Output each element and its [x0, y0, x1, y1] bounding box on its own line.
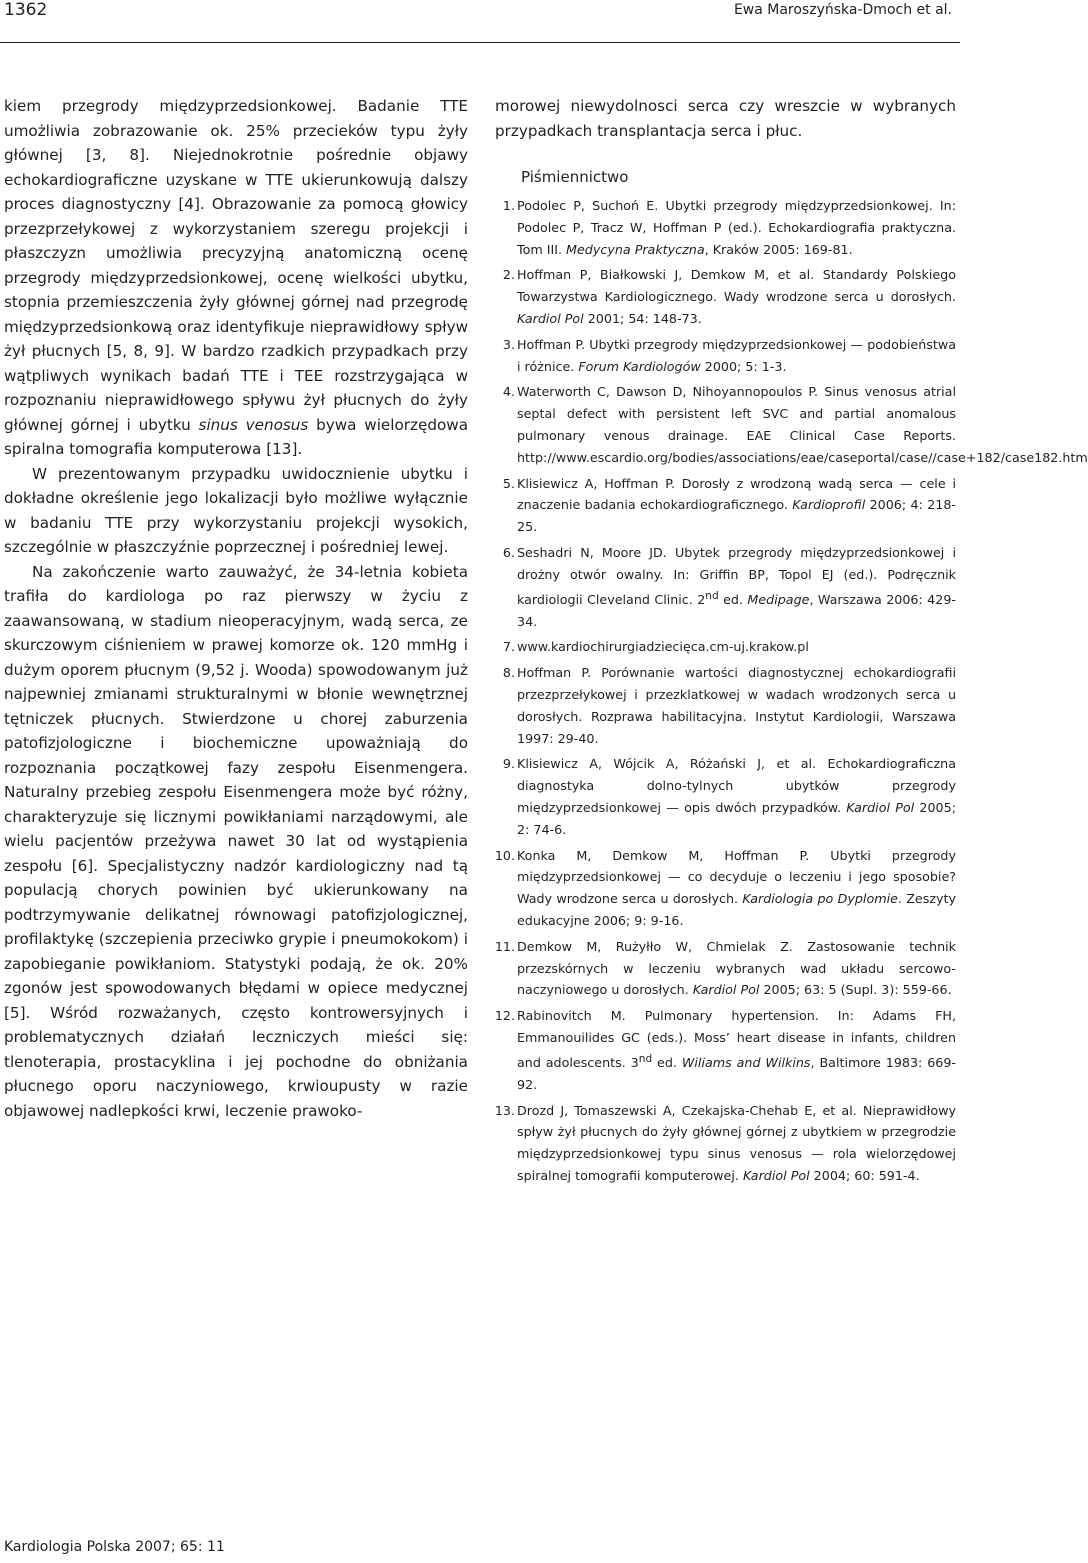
reference-journal: Kardiol Pol: [692, 982, 760, 998]
reference-number: 8.: [502, 665, 515, 681]
reference-text: . Zeszyty edukacyjne 2006; 9: 9-16.: [517, 891, 956, 928]
reference-number: 11.: [494, 938, 515, 954]
reference-item: [495, 195, 956, 260]
reference-text: 2001; 54: 148-73.: [583, 310, 702, 326]
reference-text: Hoffman P. Porównanie wartości diagnostycznej echokardiografii przezprzełykowej i przezklatkowej w wadach wrodzonych serca u dorosłych. Rozprawa habilitacyjna. Instytut Kardiologii, Warszawa 1997: 29-40.: [517, 665, 956, 746]
reference-item: [495, 753, 956, 840]
reference-text: Drozd J, Tomaszewski A, Czekajska-Chehab E, et al. Nieprawidłowy spływ żył płucnych do żyły głównej górnej z ubytkiem w przegrodzie międzyprzedsionkowej typu sinus venosus — rola wielorzędowej spiralnej tomografii komputerowej.: [517, 1102, 956, 1183]
reference-text: Hoffman P. Ubytki przegrody międzyprzedsionkowej — podobieństwa i różnice.: [517, 336, 956, 374]
running-head-authors: Ewa Maroszyńska-Dmoch et al.: [733, 2, 952, 18]
reference-journal: Kardiol Pol: [846, 799, 915, 815]
reference-journal: Medycyna Praktyczna: [566, 241, 705, 257]
reference-number: 12.: [494, 1008, 515, 1024]
reference-item: [495, 264, 956, 329]
reference-text: 2004; 60: 591-4.: [809, 1167, 920, 1183]
reference-number: 13.: [494, 1102, 515, 1118]
reference-journal: Wiliams and Wilkins: [681, 1054, 811, 1070]
reference-item: [495, 473, 956, 538]
reference-text: 2000; 5: 1-3.: [700, 358, 787, 374]
body-paragraph: Na zakończenie warto zauważyć, że 34-letnia kobieta trafiła do kardiologa po raz pierwszy w życiu z zaawansowaną, w stadium nieoperacyjnym, wadą serca, ze skurczowym ciśnieniem w prawej komorze ok. 120 mmHg i dużym oporem płucnym (9,52 j. Wooda) spowodowanym już najpewniej zmianami strukturalnymi w błonie wewnętrznej tętniczek płucnych. Stwierdzone u chorej zaburzenia patofizjologiczne i biochemiczne upoważniają do rozpoznania początkowej fazy zespołu Eisenmengera. Naturalny przebieg zespołu Eisenmengera może być różny, charakteryzuje się licznymi powikłaniami narządowymi, ale wielu pacjentów przeżywa nawet 30 lat od wystąpienia zespołu [6]. Specjalistyczny nadzór kardiologiczny nad tą populacją chorych powinien być ukierunkowany na podtrzymywanie delikatnej równowagi patofizjologicznej, profilaktykę (szczepienia przeciwko grypie i pneumokokom) i zapobieganie powikłaniom. Statystyki podają, że ok. 20% zgonów jest spowodowanych błędami w opiece medycznej [5]. Wśród rozważanych, często kontrowersyjnych i problematycznych działań leczniczych mieści się: tlenoterapia, prostacyklina i jej pochodne do obniżania płucnego oporu naczyniowego, krwioupusty w razie objawowej nadlepkości krwi, leczenie prawoko-: [4, 562, 468, 1120]
reference-superscript: nd: [638, 1052, 653, 1065]
page-header: [0, 0, 960, 43]
reference-text: ed.: [652, 1054, 682, 1070]
reference-journal: Forum Kardiologów: [578, 358, 701, 374]
italic-term: sinus venosus: [198, 415, 309, 434]
left-column: [4, 94, 468, 1123]
reference-number: 4.: [502, 384, 515, 400]
paragraph-text: kiem przegrody międzyprzedsionkowej. Badanie TTE umożliwia zobrazowanie ok. 25% przecieków typu żyły głównej [3, 8]. Niejednokrotnie pośrednie objawy echokardiograficzne uzyskane w TTE ukierunkowują dalszy proces diagnostyczny [4]. Obrazowanie za pomocą głowicy przezprzełykowej z wykorzystaniem szeregu projekcji i płaszczyzn umożliwia precyzyjną anatomiczną ocenę przegrody międzyprzedsionkowej, ocenę wielkości ubytku, stopnia przemieszczenia żyły głównej górnej nad przegrodę międzyprzedsionkową oraz identyfikuje nieprawidłowy spływ żył płucnych [5, 8, 9]. W bardzo rzadkich przypadkach przy wątpliwych wynikach badań TTE i TEE rozstrzygająca w rozpoznaniu nieprawidłowego spływu żył płucnych do żyły głównej górnej i ubytku: [4, 97, 468, 434]
reference-number: 1.: [502, 198, 515, 213]
reference-text: , Baltimore 1983: 669-92.: [517, 1054, 957, 1092]
reference-journal: Kardiol Pol: [742, 1167, 810, 1183]
reference-item: [495, 381, 1088, 468]
reference-journal: Kardiol Pol: [517, 310, 584, 326]
reference-text: , Warszawa 2006: 429-34.: [517, 591, 956, 629]
reference-text: Klisiewicz A, Wójcik A, Różański J, et al. Echokardiograficzna diagnostyka dolno-tylnych ubytków przegrody międzyprzedsionkowej — opis dwóch przypadków.: [517, 756, 956, 815]
reference-text: Konka M, Demkow M, Hoffman P. Ubytki przegrody międzyprzedsionkowej — co decyduje o leczeniu i jego sposobie? Wady wrodzone serca u dorosłych.: [517, 847, 956, 907]
reference-number: 10.: [494, 847, 515, 863]
reference-text: Demkow M, Rużyłło W, Chmielak Z. Zastosowanie technik przezskórnych w leczeniu wybranych wad układu sercowo-naczyniowego u dorosłych.: [517, 938, 956, 998]
page-number: 1362: [4, 0, 48, 20]
reference-number: 2.: [502, 267, 515, 283]
reference-item: [495, 542, 956, 632]
reference-text: Hoffman P, Białkowski J, Demkow M, et al. Standardy Polskiego Towarzystwa Kardiologicznego. Wady wrodzone serca u dorosłych.: [517, 267, 956, 305]
reference-item: [495, 636, 956, 658]
reference-journal: Kardiologia po Dyplomie: [742, 891, 898, 907]
reference-number: 9.: [502, 756, 515, 772]
reference-text: 2005; 2: 74-6.: [517, 799, 956, 837]
reference-item: [495, 845, 956, 932]
body-paragraph: W prezentowanym przypadku uwidocznienie ubytku i dokładne określenie jego lokalizacji było możliwe wyłącznie w badaniu TTE przy wykorzystaniu projekcji wysokich, szczególnie w płaszczyźnie poprzecznej i pośredniej lewej.: [4, 464, 468, 556]
reference-text: www.kardiochirurgiadziecięca.cm-uj.krakow.pl: [517, 639, 809, 655]
reference-number: 6.: [502, 544, 515, 560]
reference-number: 5.: [502, 475, 515, 491]
reference-text: 2006; 4: 218-25.: [517, 497, 956, 535]
body-paragraph: [4, 94, 468, 462]
reference-text: ed.: [718, 591, 748, 607]
reference-journal: Kardioprofil: [792, 497, 866, 513]
body-paragraph: morowej niewydolnosci serca czy wreszcie w wybranych przypadkach transplantacja serca i płuc.: [495, 97, 956, 140]
references-list: [494, 195, 1088, 1187]
reference-item: [495, 1005, 956, 1095]
reference-text: Podolec P, Suchoń E. Ubytki przegrody międzyprzedsionkowej. In: Podolec P, Tracz W, Hoffman P (ed.). Echokardiografia praktyczna. Tom III.: [517, 198, 956, 257]
reference-item: [495, 1100, 956, 1187]
reference-text: Klisiewicz A, Hoffman P. Dorosły z wrodzoną wadą serca — cele i znaczenie badania echokardiograficznego.: [517, 475, 956, 513]
reference-number: 3.: [502, 336, 515, 352]
reference-text: Seshadri N, Moore JD. Ubytek przegrody międzyprzedsionkowej i drożny otwór owalny. In: Griffin BP, Topol EJ (ed.). Podręcznik kardiologii Cleveland Clinic. 2: [517, 544, 956, 607]
reference-text: , Kraków 2005: 169-81.: [704, 241, 853, 257]
reference-text: Rabinovitch M. Pulmonary hypertension. In: Adams FH, Emmanouilides GC (eds.). Moss’ heart disease in infants, children and adolescents. 3: [517, 1008, 956, 1070]
reference-item: [495, 334, 956, 378]
right-column: [494, 94, 1088, 1191]
footer-journal: Kardiologia Polska 2007; 65: 11: [4, 1539, 225, 1555]
references-heading: Piśmiennictwo: [521, 168, 629, 186]
reference-item: [495, 662, 956, 749]
reference-item: [495, 936, 956, 1001]
reference-journal: Medipage: [747, 591, 810, 607]
reference-superscript: nd: [705, 589, 719, 602]
paragraph-text: bywa wielorzędowa spiralna tomografia komputerowa [13].: [4, 415, 468, 458]
reference-text: Waterworth C, Dawson D, Nihoyannopoulos P. Sinus venosus atrial septal defect with persistent left SVC and partial anomalous pulmonary venous drainage. EAE Clinical Case Reports. http://www.escardio.org/bodies/associations/eae/caseportal/case//case+182/case182.htm: [517, 384, 1088, 465]
reference-number: 7.: [502, 639, 515, 655]
reference-text: 2005; 63: 5 (Supl. 3): 559-66.: [759, 982, 952, 998]
